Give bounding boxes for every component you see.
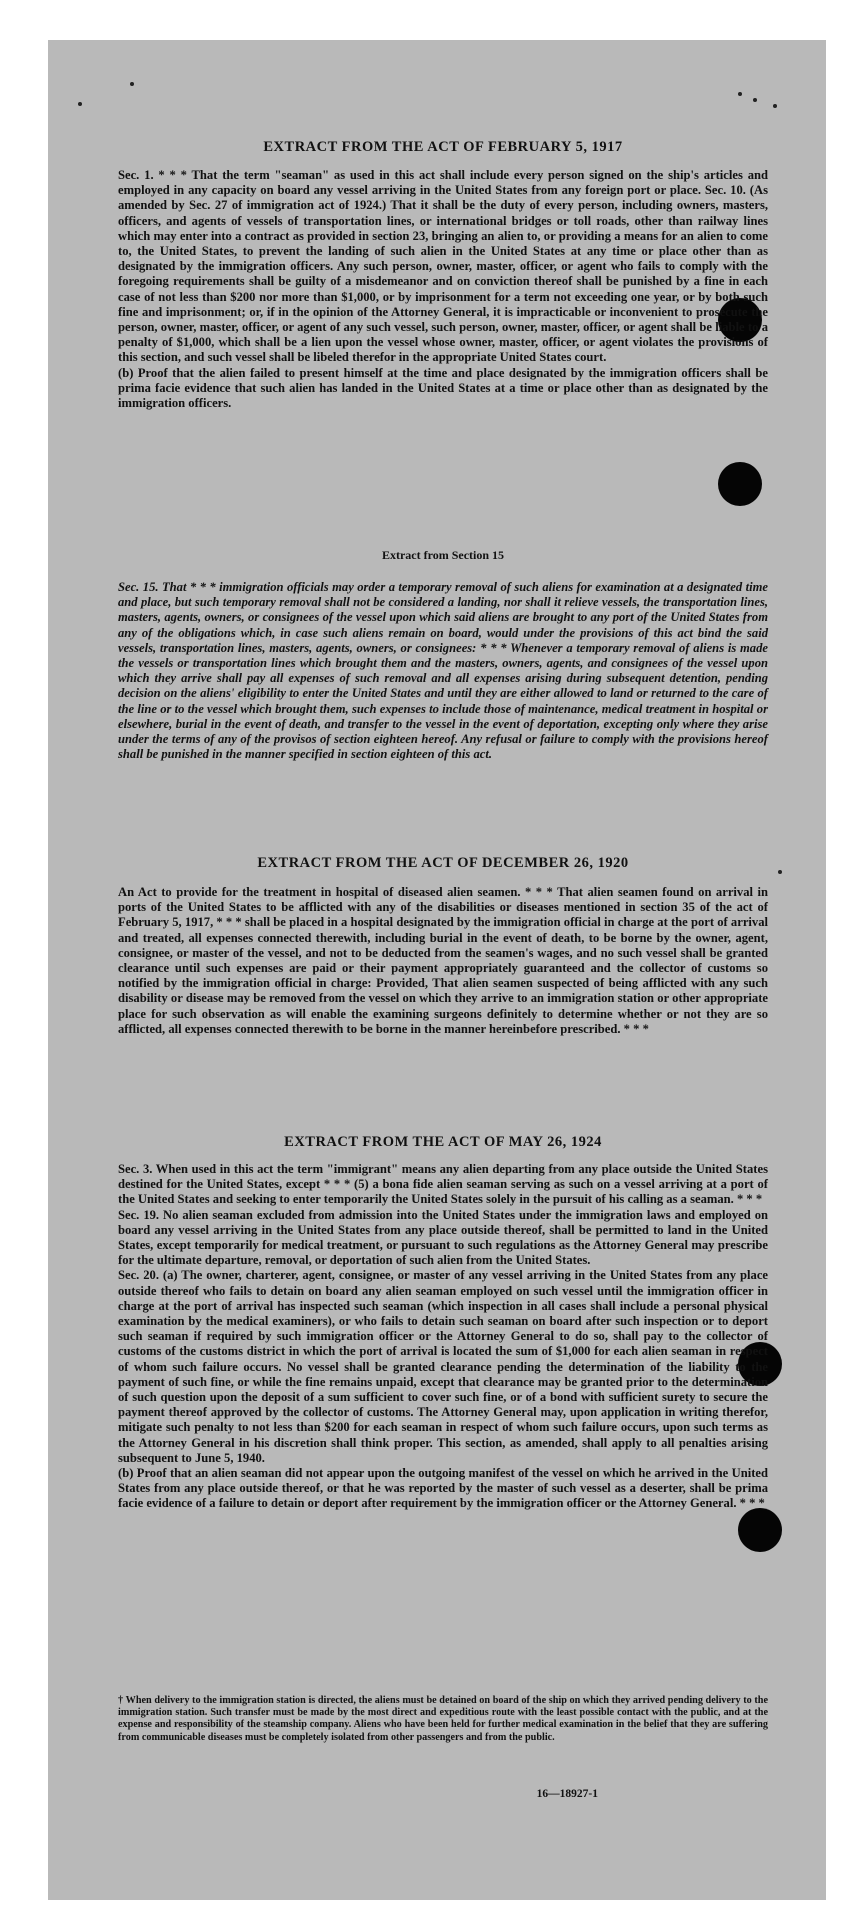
sec3-paragraph: Sec. 3. When used in this act the term "immigrant" means any alien departing from any place outside the United States destined for the United States, except * * * (5) a bona fide alien seaman serving as such on a vessel arriving at a port of the United States and seeking to enter temporarily the United States solely in the pursuit of his calling as a seaman. * * * [118,1162,768,1207]
sec1-b-paragraph: (b) Proof that the alien failed to present himself at the time and place designated by the immigration officers shall be prima facie evidence that such alien has landed in the United States at a time or place other than as designated by the immigration officers. [118,365,768,411]
paper-speck [130,82,134,86]
sec20-b-paragraph: (b) Proof that an alien seaman did not appear upon the outgoing manifest of the vessel on which he arrived in the United States from any place outside thereof, or that he was reported by the master of such vessel as a deserter, shall be prima facie evidence of a failure to detain or deport after requirement by the immigration officer or the Attorney General. * * * [118,1466,768,1511]
section-1917 [118,168,768,411]
heading-act-1917: EXTRACT FROM THE ACT OF FEBRUARY 5, 1917 [263,139,623,155]
section-1920 [118,885,768,1037]
heading-act-1920: EXTRACT FROM THE ACT OF DECEMBER 26, 1920 [257,855,629,871]
sec1-paragraph: Sec. 1. * * * That the term "seaman" as used in this act shall include every person signed on the ship's articles and employed in any capacity on board any vessel arriving in the United States from any foreign port or place. Sec. 10. (As amended by Sec. 27 of immigration act of 1924.) That it shall be the duty of every person, including owners, masters, officers, and agents of vessels of transportation lines, or international bridges or toll roads, other than railway lines which may enter into a contract as provided in section 23, bringing an alien to, or providing a means for an alien to come to, the United States, to prevent the landing of such alien in the United States at any time or place other than as designated by the immigration officers. Any such person, owner, master, officer, or agent who fails to comply with the foregoing requirements shall be guilty of a misdemeanor and on conviction thereof shall be punished by a fine in each case of not less than $200 nor more than $1,000, or by imprisonment for a term not exceeding one year, or by both such fine and imprisonment; or, if in the opinion of the Attorney General, it is impracticable or inconvenient to prosecute the person, owner, master, officer, or agent of any such vessel, such person, owner, master, officer, or agent shall be liable to a penalty of $1,000, which shall be a lien upon the vessel whose owner, master, officer, or agent violates the provisions of this section, and such vessel shall be libeled therefor in the appropriate United States court. [118,168,768,365]
act1920-paragraph: An Act to provide for the treatment in hospital of diseased alien seamen. * * * That alien seamen found on arrival in ports of the United States to be afflicted with any of the disabilities or diseases mentioned in section 35 of the act of February 5, 1917, * * * shall be placed in a hospital designated by the immigration official in charge at the port of arrival and treated, all expenses connected therewith, including burial in the event of death, to be borne by the owner, agent, consignee, or master of the vessel, and not to be deducted from the seamen's wages, and no such vessel shall be granted clearance until such expenses are paid or their payment appropriately guaranteed and the collector of customs so notified by the immigration official in charge: Provided, That alien seamen suspected of being afflicted with any such disability or disease may be removed from the vessel on which they arrive to an immigration station or other appropriate place for such observation as will enable the examining surgeons definitely to determine whether or not they are so afflicted, all expenses connected therewith to be borne in the manner hereinbefore prescribed. * * * [118,885,768,1036]
footnote-text: † When delivery to the immigration station is directed, the aliens must be detained on board of the ship on which they arrived pending delivery to the immigration station. Such transfer must be made by the most direct and expeditious route with the least possible contact with the public, and at the expense and responsibility of the steamship company. Aliens who have been held for further medical examination in the belief that they are suffering from communicable diseases must be completely isolated from other passengers and from the public. [118,1695,768,1743]
sec15-paragraph: Sec. 15. That * * * immigration officials may order a temporary removal of such aliens for examination at a designated time and place, but such temporary removal shall not be considered a landing, nor shall it relieve vessels, the transportation lines, masters, agents, owners, or consignees of the vessel upon which said aliens are brought to any port of the United States from any of the obligations which, in case such aliens remain on board, would under the provisions of this act bind the said vessels, transportation lines, masters, agents, owners, or consignees: * * * Whenever a temporary removal of aliens is made the vessels or transportation lines which brought them and the masters, owners, agents, and consignees of the vessel upon which they arrive shall pay all expenses of such removal and all expenses arising during subsequent detention, pending decision on the aliens' eligibility to enter the United States and until they are either allowed to land or returned to the care of the line or to the vessel which brought them, such expenses to include those of maintenance, medical treatment in hospital or elsewhere, burial in the event of death, and transfer to the vessel in the event of deportation, excepting only where they arise under the terms of any of the provisos of section eighteen hereof. Any refusal or failure to comply with the provisions hereof shall be punished in the manner specified in section eighteen of this act. [118,580,768,762]
section-1924 [118,1162,768,1512]
form-code: 16—18927-1 [536,1788,598,1800]
punch-hole [738,1508,782,1552]
punch-hole [718,462,762,506]
paper-speck [753,98,757,102]
paper-speck [738,92,742,96]
footnote [118,1695,768,1744]
section-15 [118,580,768,762]
paper-speck [773,104,777,108]
paper-speck [78,102,82,106]
subheading-section-15: Extract from Section 15 [381,548,505,562]
paper-speck [778,870,782,874]
document-sheet [48,40,826,1900]
sec20-paragraph: Sec. 20. (a) The owner, charterer, agent, consignee, or master of any vessel arriving in the United States from any place outside thereof who fails to detain on board any alien seaman employed on such vessel until the immigration officer in charge at the port of arrival has inspected such seaman (which inspection in all cases shall include a personal physical examination by the medical examiners), or who fails to detain such seaman on board after such inspection or to deport such seaman if required by such immigration officer or the Attorney General to do so, shall pay to the collector of customs of the customs district in which the port of arrival is located the sum of $1,000 for each alien seaman in respect of whom such failure occurs. No vessel shall be granted clearance pending the determination of the liability to the payment of such fine, or while the fine remains unpaid, except that clearance may be granted prior to the determination of such question upon the deposit of a sum sufficient to cover such fine, or of a bond with sufficient surety to secure the payment thereof approved by the collector of customs. The Attorney General may, upon application in writing therefor, mitigate such penalty to not less than $200 for each seaman in respect of whom such failure occurs, upon such terms as the Attorney General in his discretion shall think proper. This section, as amended, shall apply to all penalties arising subsequent to June 5, 1940. [118,1268,768,1465]
sec19-paragraph: Sec. 19. No alien seaman excluded from admission into the United States under the immigration laws and employed on board any vessel arriving in the United States from any place outside thereof, shall be permitted to land in the United States, except temporarily for medical treatment, or pursuant to such regulations as the Attorney General may prescribe for the ultimate departure, removal, or deportation of such alien from the United States. [118,1207,768,1268]
heading-act-1924: EXTRACT FROM THE ACT OF MAY 26, 1924 [284,1134,602,1150]
